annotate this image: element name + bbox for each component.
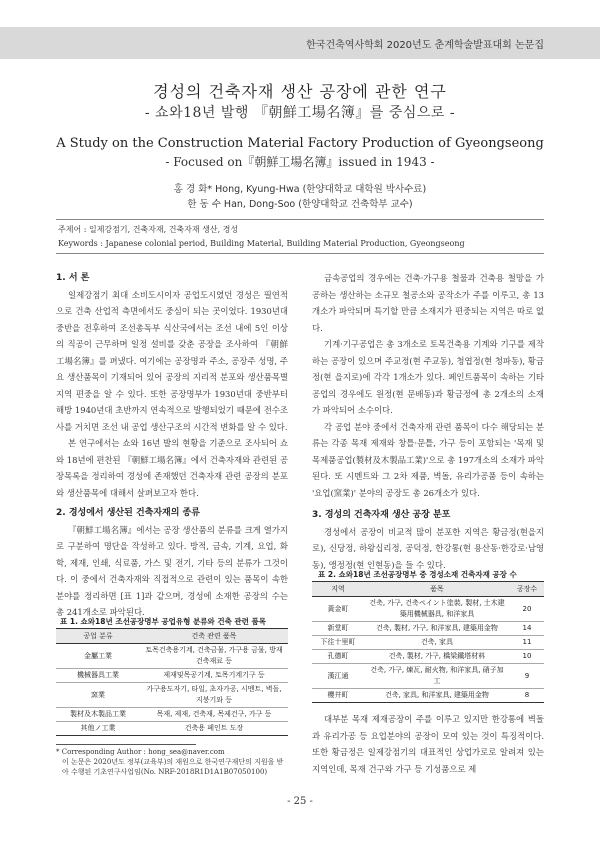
table-header: 공장수 — [510, 582, 544, 597]
table1 — [56, 628, 288, 736]
keywords-korean: 주제어 : 일제강점기, 건축자재, 건축자재 생산, 경성 — [58, 225, 239, 234]
table-cell: 건축, 가구, 건축ペイント塗裝, 製材, 土木建築用機械器具, 和洋家具 — [364, 597, 510, 622]
paragraph: 기계·기구공업은 총 3개소로 토목건축용 기계와 기구를 제작하는 공장이 있으며 주교정(현 주교동), 청엽정(현 청파동), 황금정(현 을지로)에 각각 1개소가 있다. 페인트품목이 속하는 기타공업의 경우에도 원정(현 문배동)과 황금정에 총 2개소의 소재가 파악되어 소수이다. — [312, 339, 544, 415]
table-cell: 건축, 가구, 煉瓦, 耐火物, 和洋家具, 硝子加工 — [364, 664, 510, 689]
table-cell: 窯業 — [56, 683, 140, 708]
journal-header: 한국건축역사학회 2020년도 춘계학술발표대회 논문집 — [306, 40, 544, 51]
table-cell: 목재, 제재, 건축재, 목제건구, 가구 등 — [140, 708, 288, 722]
author-2: 한 동 수 Han, Dong-Soo (한양대학교 건축학부 교수) — [187, 199, 413, 210]
table-cell: 토목건축용기계, 건축금물, 가구용 금물, 방재건축재료 등 — [140, 644, 288, 669]
table-row — [312, 636, 544, 650]
table-cell: 機械器具工業 — [56, 669, 140, 683]
paragraph: 대부분 목재 제재공장이 주를 이루고 있지만 한강통에 벽돌과 유리가공 등 요업분야의 공장이 모여 있는 것이 특징적이다. 또한 황금정은 일제강점기의 대표적인 상업가로로 알려져 있는 지역인데, 목재 건구와 가구 등 기성품으로 제 — [312, 714, 544, 774]
table2-caption: 표 2. 쇼와18년 조선공장명부 중 경성소재 건축자재 공장 수 — [318, 570, 517, 579]
page-number: - 25 - — [287, 796, 313, 807]
corresponding-author: * Corresponding Author : hong_sea@naver.com — [56, 748, 225, 756]
paragraph: 경성에서 공장이 비교적 많이 분포한 지역은 황금정(현을지로), 신당정, 하왕십리정, 공덕정, 한강통(현 용산동·한강로·남영동), 앵정정(현 인현동)을 들 수 있다. — [312, 526, 544, 570]
table-header: 지역 — [312, 582, 364, 597]
table-cell: 건축, 製材, 가구, 和洋家具, 建築用金物 — [364, 622, 510, 636]
table-cell: 其他ノ工業 — [56, 722, 140, 736]
table-cell: 新堂町 — [312, 622, 364, 636]
right-column-continued — [312, 711, 544, 777]
footnote-divider — [56, 744, 196, 745]
table2 — [312, 581, 544, 703]
table1-caption: 표 1. 쇼와18년 조선공장명부 공업유형 분류와 건축 관련 품목 — [60, 617, 267, 626]
table-cell: 제재및목공기계, 토목기계기구 등 — [140, 669, 288, 683]
table-cell: 製材及木製品工業 — [56, 708, 140, 722]
acknowledgement: 이 논문은 2020년도 정부(교육부)의 재원으로 한국연구재단의 지원을 받아 수행된 기초연구사업임(No. NRF-2018R1D1A1B07050100) — [62, 758, 284, 776]
paragraph: 일제강점기 최대 소비도시이자 공업도시였던 경성은 필연적으로 건축 산업적 측면에서도 중심이 되는 곳이었다. 1930년대 중반을 전후하여 조선총독부 식산국에서는 조선 내에 5인 이상의 직공이 근무하며 일정 설비를 갖춘 공장을 조사하여 『朝鮮工場名簿』를 펴냈다. 여기에는 공장명과 주소, 공장주 성명, 주요 생산품목이 기재되어 있어 공장의 지리적 분포와 생산품목별 지역 편중을 알 수 있다. 또한 공장명부가 1930년대 중반부터 해방 1940년대 초반까지 연속적으로 발행되었기 때문에 전수조사를 거치면 조선 내 공업 생산구조의 시간적 변화를 알 수 있다. — [56, 289, 288, 432]
section-heading-2: 2. 경성에서 생산된 건축자재의 종류 — [56, 508, 200, 518]
table-cell: 黃金町 — [312, 597, 364, 622]
table-cell: 孔德町 — [312, 650, 364, 664]
table-row — [312, 650, 544, 664]
table-cell: 건축용 페인트 도장 — [140, 722, 288, 736]
table-row — [56, 644, 288, 669]
table-cell: 9 — [510, 664, 544, 689]
table-cell: 20 — [510, 597, 544, 622]
table-row — [312, 689, 544, 703]
table-row — [312, 622, 544, 636]
paragraph: 본 연구에서는 쇼와 16년 발의 현황을 기준으로 조사되어 쇼와 18년에 편찬된 『朝鮮工場名簿』에서 건축자재와 관련된 공장목록을 정리하여 경성에 존재했던 건축자재 관련 공장의 분포와 생산품목에 대해서 살펴보고자 한다. — [56, 438, 288, 498]
table-header: 품목 — [364, 582, 510, 597]
paragraph: 각 공업 분야 중에서 건축자재 관련 품목이 다수 해당되는 분류는 각종 목재 제재와 창틀·문틀, 가구 등이 포함되는 '목재 및 목제품공업(製材及木製品工業)'으로 총 197개소의 소재가 파악된다. 또 시멘트와 그 2차 제품, 벽돌, 유리가공품 등이 속하는 '요업(窯業)' 분야의 공장도 총 26개소가 있다. — [312, 421, 544, 498]
paragraph: 금속공업의 경우에는 건축·가구용 철물과 건축용 철망을 가공하는 생산하는 소규모 철공소와 공작소가 주를 이루고, 총 13개소가 파악되며 특기할 만큼 소재지가 편중되는 지역은 따로 없다. — [312, 273, 544, 333]
keywords-english: Keywords : Japanese colonial period, Building Material, Building Material Production, Gyeongseong — [58, 239, 465, 248]
table-cell: 金屬工業 — [56, 644, 140, 669]
title-english: A Study on the Construction Material Factory Production of Gyeongseong — [56, 136, 544, 151]
section-heading-3: 3. 경성의 건축자재 생산 공장 분포 — [312, 510, 451, 520]
table-row — [56, 722, 288, 736]
table-cell: 건축, 家具, 和洋家具, 建築用金物 — [364, 689, 510, 703]
left-column — [56, 270, 288, 621]
title-korean: 경성의 건축자재 생산 공장에 관한 연구 — [153, 82, 447, 101]
table-row — [56, 708, 288, 722]
table-cell: 11 — [510, 636, 544, 650]
table-row — [56, 669, 288, 683]
table-row — [312, 664, 544, 689]
table-cell: 14 — [510, 622, 544, 636]
table-cell: 8 — [510, 689, 544, 703]
table-cell: 건축, 製材, 가구, 橋梁鐵塔材料 — [364, 650, 510, 664]
subtitle-english: - Focused on『朝鮮工場名簿』issued in 1943 - — [165, 155, 435, 169]
table-cell: 櫻井町 — [312, 689, 364, 703]
table-cell: 가구용도자기, 타일, 초자가공, 시멘트, 벽돌, 지붕기와 등 — [140, 683, 288, 708]
table-cell: 漢江通 — [312, 664, 364, 689]
table-row — [56, 683, 288, 708]
table-row — [312, 597, 544, 622]
table-header: 건축 관련 품목 — [140, 629, 288, 644]
section-heading-1: 1. 서 론 — [56, 273, 90, 283]
subtitle-korean: - 쇼와18년 발행 『朝鮮工場名簿』를 중심으로 - — [144, 105, 456, 121]
paragraph: 『朝鮮工場名簿』에서는 공장 생산품의 분류를 크게 열가지로 구분하여 명단을 작성하고 있다. 방적, 금속, 기계, 요업, 화학, 제재, 인쇄, 식료품, 가스 및 전기, 기타 등의 분류가 그것이다. 이 중에서 건축자재와 직접적으로 관련이 있는 품목이 속한 분야를 정리하면 [표 1]과 같으며, 경성에 소재한 공장의 수는 총 241개소로 파악된다. — [56, 524, 288, 617]
table-cell: 10 — [510, 650, 544, 664]
footnote — [56, 747, 286, 777]
keyword-box — [56, 219, 544, 254]
author-1: 홍 경 화* Hong, Kyung-Hwa (한양대학교 대학원 박사수료) — [173, 184, 427, 195]
table-header: 공업 분류 — [56, 629, 140, 644]
table-cell: 下往十里町 — [312, 636, 364, 650]
table-cell: 건축, 家具 — [364, 636, 510, 650]
right-column — [312, 270, 544, 573]
